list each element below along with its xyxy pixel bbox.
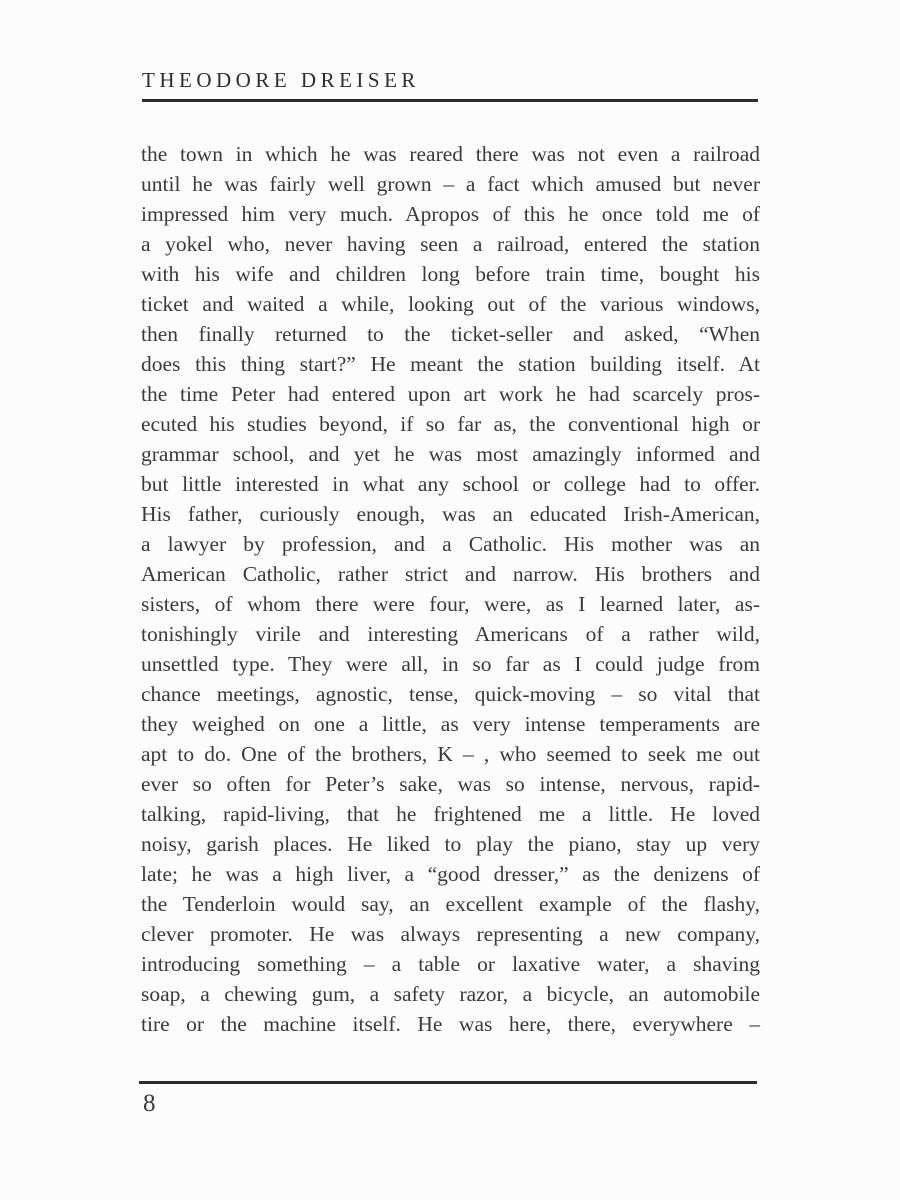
text-line: until he was fairly well grown – a fact which amused but never [141,172,760,196]
text-line: does this thing start?” He meant the station building itself. At [141,352,760,376]
text-line: His father, curiously enough, was an educated Irish-American, [141,502,760,526]
text-line: ticket and waited a while, looking out of the various windows, [141,292,760,316]
header-rule [142,99,758,102]
text-line: chance meetings, agnostic, tense, quick-moving – so vital that [141,682,760,706]
text-line: but little interested in what any school or college had to offer. [141,472,760,496]
text-line: then finally returned to the ticket-seller and asked, “When [141,322,760,346]
text-line: noisy, garish places. He liked to play the piano, stay up very [141,832,760,856]
text-line: unsettled type. They were all, in so far as I could judge from [141,652,760,676]
footer-rule [139,1081,757,1084]
text-line: ecuted his studies beyond, if so far as, the conventional high or [141,412,760,436]
text-line: a lawyer by profession, and a Catholic. His mother was an [141,532,760,556]
text-line: apt to do. One of the brothers, K – , who seemed to seek me out [141,742,760,766]
text-line: grammar school, and yet he was most amazingly informed and [141,442,760,466]
running-header-title: THEODORE DREISER [142,68,420,92]
text-line: the Tenderloin would say, an excellent example of the flashy, [141,892,760,916]
text-line: they weighed on one a little, as very intense temperaments are [141,712,760,736]
text-line: American Catholic, rather strict and narrow. His brothers and [141,562,760,586]
text-line: clever promoter. He was always representing a new company, [141,922,760,946]
text-line: sisters, of whom there were four, were, as I learned later, as- [141,592,760,616]
text-line: impressed him very much. Apropos of this he once told me of [141,202,760,226]
text-line: talking, rapid-living, that he frightened me a little. He loved [141,802,760,826]
text-line: introducing something – a table or laxative water, a shaving [141,952,760,976]
text-line: the time Peter had entered upon art work he had scarcely pros- [141,382,760,406]
text-line: tire or the machine itself. He was here, there, everywhere – [141,1012,760,1036]
text-line: late; he was a high liver, a “good dresser,” as the denizens of [141,862,760,886]
page-body-text [141,139,760,1039]
text-line: the town in which he was reared there was not even a railroad [141,142,760,166]
text-line: a yokel who, never having seen a railroad, entered the station [141,232,760,256]
text-line: ever so often for Peter’s sake, was so intense, nervous, rapid- [141,772,760,796]
text-line: with his wife and children long before train time, bought his [141,262,760,286]
text-line: soap, a chewing gum, a safety razor, a bicycle, an automobile [141,982,760,1006]
page-number: 8 [143,1090,156,1117]
text-line: tonishingly virile and interesting Americans of a rather wild, [141,622,760,646]
